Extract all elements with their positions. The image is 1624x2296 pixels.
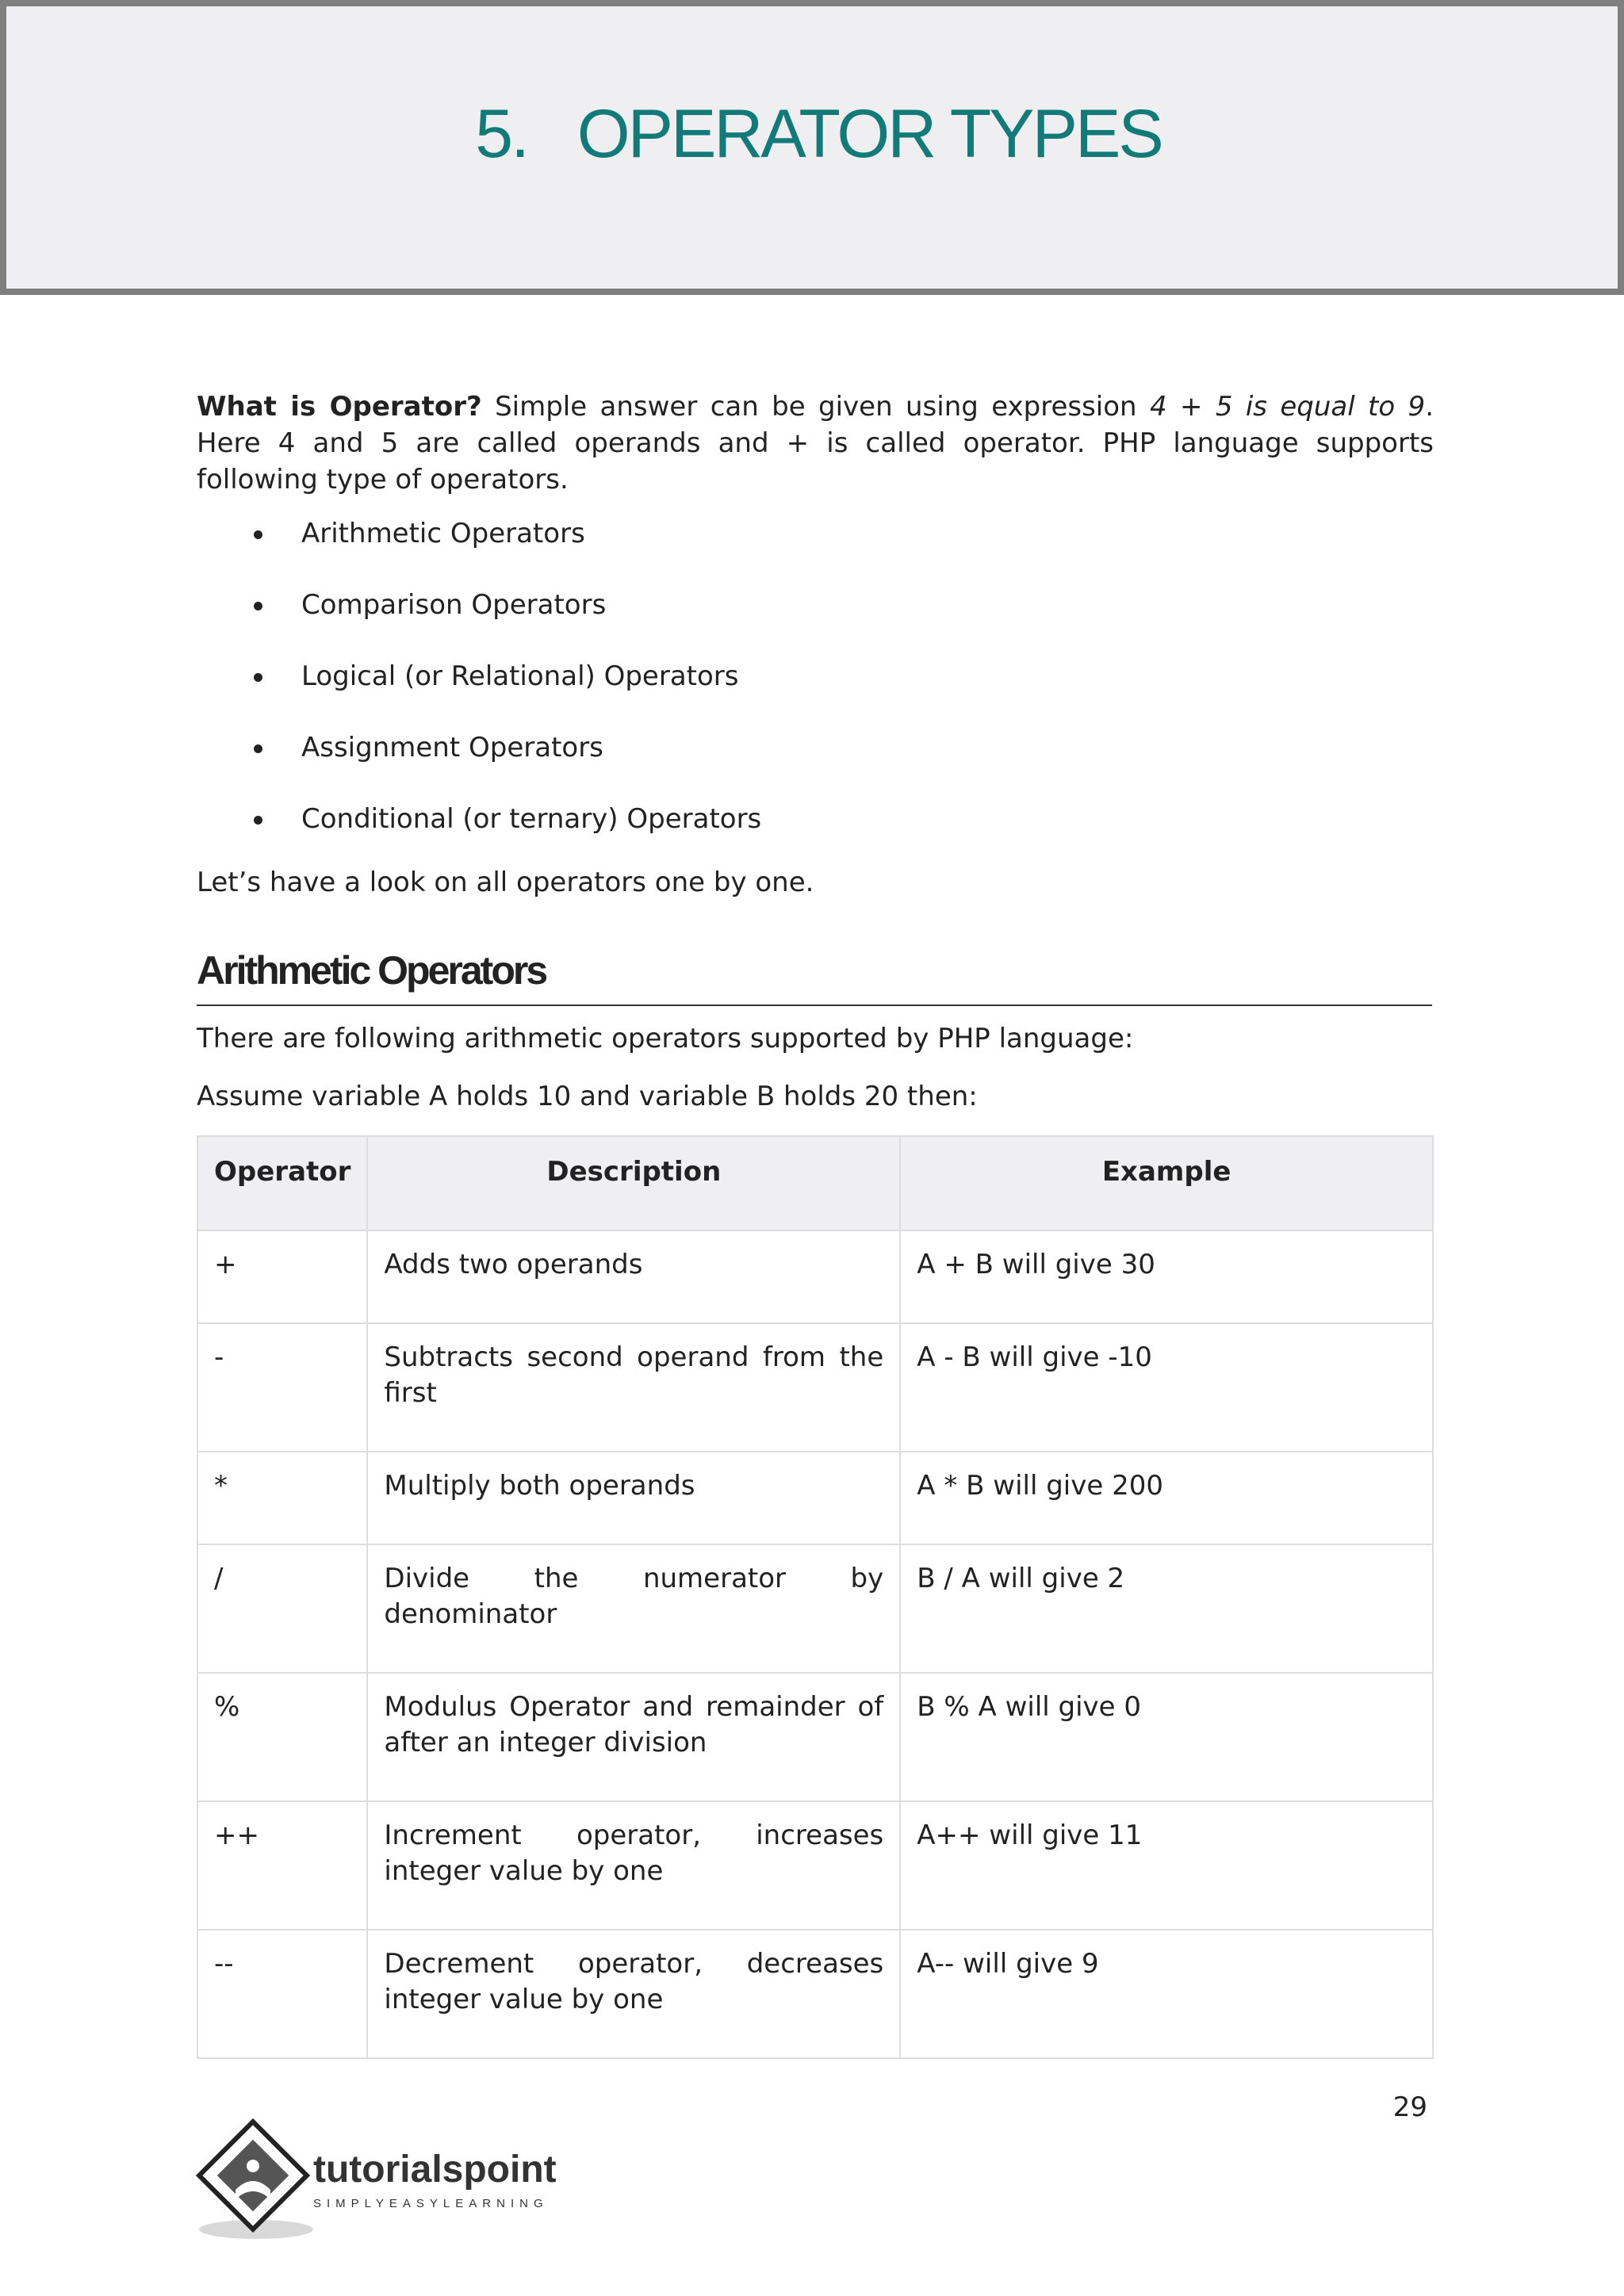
page-number: 29 — [1392, 2091, 1427, 2123]
intro-sentence-2: . Here 4 and 5 are called operands and + is called operator. PHP language supports following type of operators. — [197, 391, 1434, 496]
operator-cell: -- — [197, 1930, 367, 2058]
person-icon — [247, 2160, 259, 2172]
description-cell: Modulus Operator and remainder of after an integer division — [367, 1673, 900, 1801]
table-row — [197, 1544, 1433, 1673]
operator-cell: ++ — [197, 1801, 367, 1930]
bullet-icon — [254, 602, 262, 610]
operator-cell: * — [197, 1452, 367, 1544]
table-row — [197, 1801, 1433, 1930]
example-cell: A + B will give 30 — [900, 1230, 1433, 1323]
bullet-icon — [254, 744, 262, 753]
tutorialspoint-logo — [194, 2117, 607, 2244]
logo-tagline: SIMPLYEASYLEARNING — [313, 2197, 549, 2210]
section-title: Arithmetic Operators — [197, 947, 1432, 1006]
list-item: Conditional (or ternary) Operators — [246, 801, 761, 872]
list-item: Assignment Operators — [246, 729, 761, 801]
intro-question: What is Operator? — [197, 391, 482, 423]
list-item: Arithmetic Operators — [246, 515, 761, 587]
example-cell: A-- will give 9 — [900, 1930, 1433, 2058]
operator-cell: + — [197, 1230, 367, 1323]
operator-cell: % — [197, 1673, 367, 1801]
table-row — [197, 1673, 1433, 1801]
section-line-1: There are following arithmetic operators supported by PHP language: — [197, 1023, 1134, 1054]
operator-cell: - — [197, 1323, 367, 1452]
table-row — [197, 1930, 1433, 2058]
example-cell: B % A will give 0 — [900, 1673, 1433, 1801]
table-row — [197, 1452, 1433, 1544]
operator-type-list — [246, 515, 761, 872]
logo-wordmark: tutorialspoint — [313, 2149, 557, 2191]
intro-sentence-1: Simple answer can be given using expression — [481, 391, 1150, 423]
table-header-row — [197, 1136, 1433, 1230]
section-line-2: Assume variable A holds 10 and variable B holds 20 then: — [197, 1081, 978, 1112]
list-item: Comparison Operators — [246, 587, 761, 658]
description-cell: Decrement operator, decreases integer value by one — [367, 1930, 900, 2058]
list-item: Logical (or Relational) Operators — [246, 658, 761, 729]
operator-cell: / — [197, 1544, 367, 1673]
description-cell: Multiply both operands — [367, 1452, 900, 1544]
column-header: Operator — [197, 1136, 367, 1230]
arithmetic-operators-table — [197, 1135, 1434, 2059]
example-cell: B / A will give 2 — [900, 1544, 1433, 1673]
description-cell: Adds two operands — [367, 1230, 900, 1323]
chapter-title: 5. OPERATOR TYPES — [475, 96, 1162, 172]
table-row — [197, 1323, 1433, 1452]
column-header: Example — [900, 1136, 1433, 1230]
example-cell: A * B will give 200 — [900, 1452, 1433, 1544]
description-cell: Subtracts second operand from the first — [367, 1323, 900, 1452]
bullet-icon — [254, 530, 262, 539]
example-cell: A++ will give 11 — [900, 1801, 1433, 1930]
bullet-icon — [254, 816, 262, 825]
bullet-icon — [254, 673, 262, 682]
table-row — [197, 1230, 1433, 1323]
description-cell: Divide the numerator by denominator — [367, 1544, 900, 1673]
intro-paragraph — [197, 388, 1434, 498]
chapter-header — [0, 0, 1624, 295]
example-cell: A - B will give -10 — [900, 1323, 1433, 1452]
column-header: Description — [367, 1136, 900, 1230]
look-text: Let’s have a look on all operators one by one. — [197, 867, 814, 898]
intro-expression: 4 + 5 is equal to 9 — [1149, 391, 1426, 423]
description-cell: Increment operator, increases integer value by one — [367, 1801, 900, 1930]
